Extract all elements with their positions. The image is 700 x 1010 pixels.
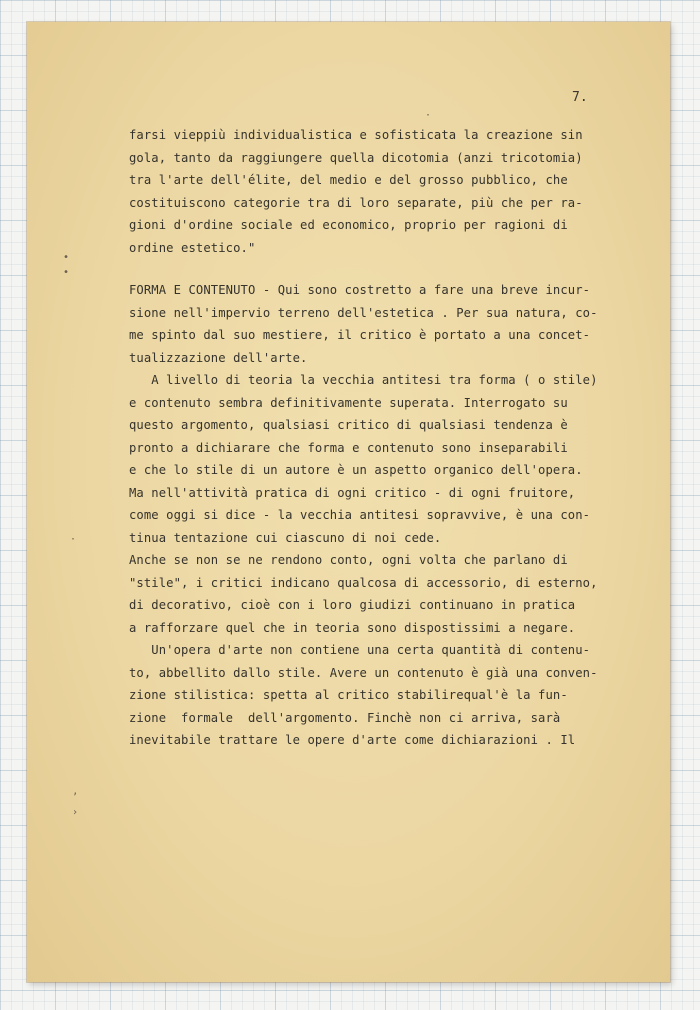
margin-mark: • bbox=[63, 267, 70, 278]
text-line: gioni d'ordine sociale ed economico, proprio per ragioni di bbox=[129, 218, 568, 232]
page-number: 7. bbox=[572, 90, 588, 105]
text-line: ordine estetico." bbox=[129, 240, 256, 255]
text-line: tualizzazione dell'arte. bbox=[129, 350, 308, 365]
text-line: a rafforzare quel che in teoria sono dispostissimi a negare. bbox=[129, 620, 576, 635]
text-line: tra l'arte dell'élite, del medio e del grosso pubblico, che bbox=[129, 173, 568, 187]
text-line: costituiscono categorie tra di loro separate, più che per ra- bbox=[129, 195, 583, 210]
typewritten-page bbox=[27, 22, 670, 982]
text-line: di decorativo, cioè con i loro giudizi continuano in pratica bbox=[129, 598, 576, 612]
section-heading-line: FORMA E CONTENUTO - Qui sono costretto a fare una breve incur- bbox=[129, 283, 591, 297]
text-line: pronto a dichiarare che forma e contenuto sono inseparabili bbox=[129, 440, 568, 455]
text-line: A livello di teoria la vecchia antitesi tra forma ( o stile) bbox=[129, 373, 598, 387]
margin-mark: › bbox=[72, 807, 79, 818]
margin-mark: • bbox=[63, 252, 70, 263]
text-line: me spinto dal suo mestiere, il critico è portato a una concet- bbox=[129, 328, 591, 342]
text-line: come oggi si dice - la vecchia antitesi sopravvive, è una con- bbox=[129, 508, 591, 522]
margin-mark: · bbox=[70, 534, 77, 545]
text-line: Ma nell'attività pratica di ogni critico - di ogni fruitore, bbox=[129, 485, 576, 500]
text-line: to, abbellito dallo stile. Avere un contenuto è già una conven- bbox=[129, 665, 598, 680]
text-line: e contenuto sembra definitivamente superata. Interrogato su bbox=[129, 395, 568, 410]
text-line: sione nell'impervio terreno dell'estetica . Per sua natura, co- bbox=[129, 305, 598, 320]
text-line: zione formale dell'argomento. Finchè non ci arriva, sarà bbox=[129, 710, 561, 725]
text-line: farsi vieppiù individualistica e sofisticata la creazione sin bbox=[129, 128, 583, 142]
text-line: zione stilistica: spetta al critico stabilirequal'è la fun- bbox=[129, 688, 568, 702]
text-line: gola, tanto da raggiungere quella dicotomia (anzi tricotomia) bbox=[129, 150, 583, 165]
text-line: "stile", i critici indicano qualcosa di accessorio, di esterno, bbox=[129, 575, 598, 590]
text-line: Anche se non se ne rendono conto, ogni volta che parlano di bbox=[129, 553, 568, 567]
paragraph-gap bbox=[129, 259, 649, 279]
body-text bbox=[129, 124, 649, 752]
margin-mark: · bbox=[425, 110, 432, 121]
text-line: questo argomento, qualsiasi critico di qualsiasi tendenza è bbox=[129, 418, 568, 432]
text-line: inevitabile trattare le opere d'arte come dichiarazioni . Il bbox=[129, 733, 576, 747]
text-line: tinua tentazione cui ciascuno di noi cede. bbox=[129, 530, 442, 545]
margin-mark: ’ bbox=[72, 792, 79, 803]
text-line: e che lo stile di un autore è un aspetto organico dell'opera. bbox=[129, 463, 583, 477]
text-line: Un'opera d'arte non contiene una certa quantità di contenu- bbox=[129, 643, 591, 657]
